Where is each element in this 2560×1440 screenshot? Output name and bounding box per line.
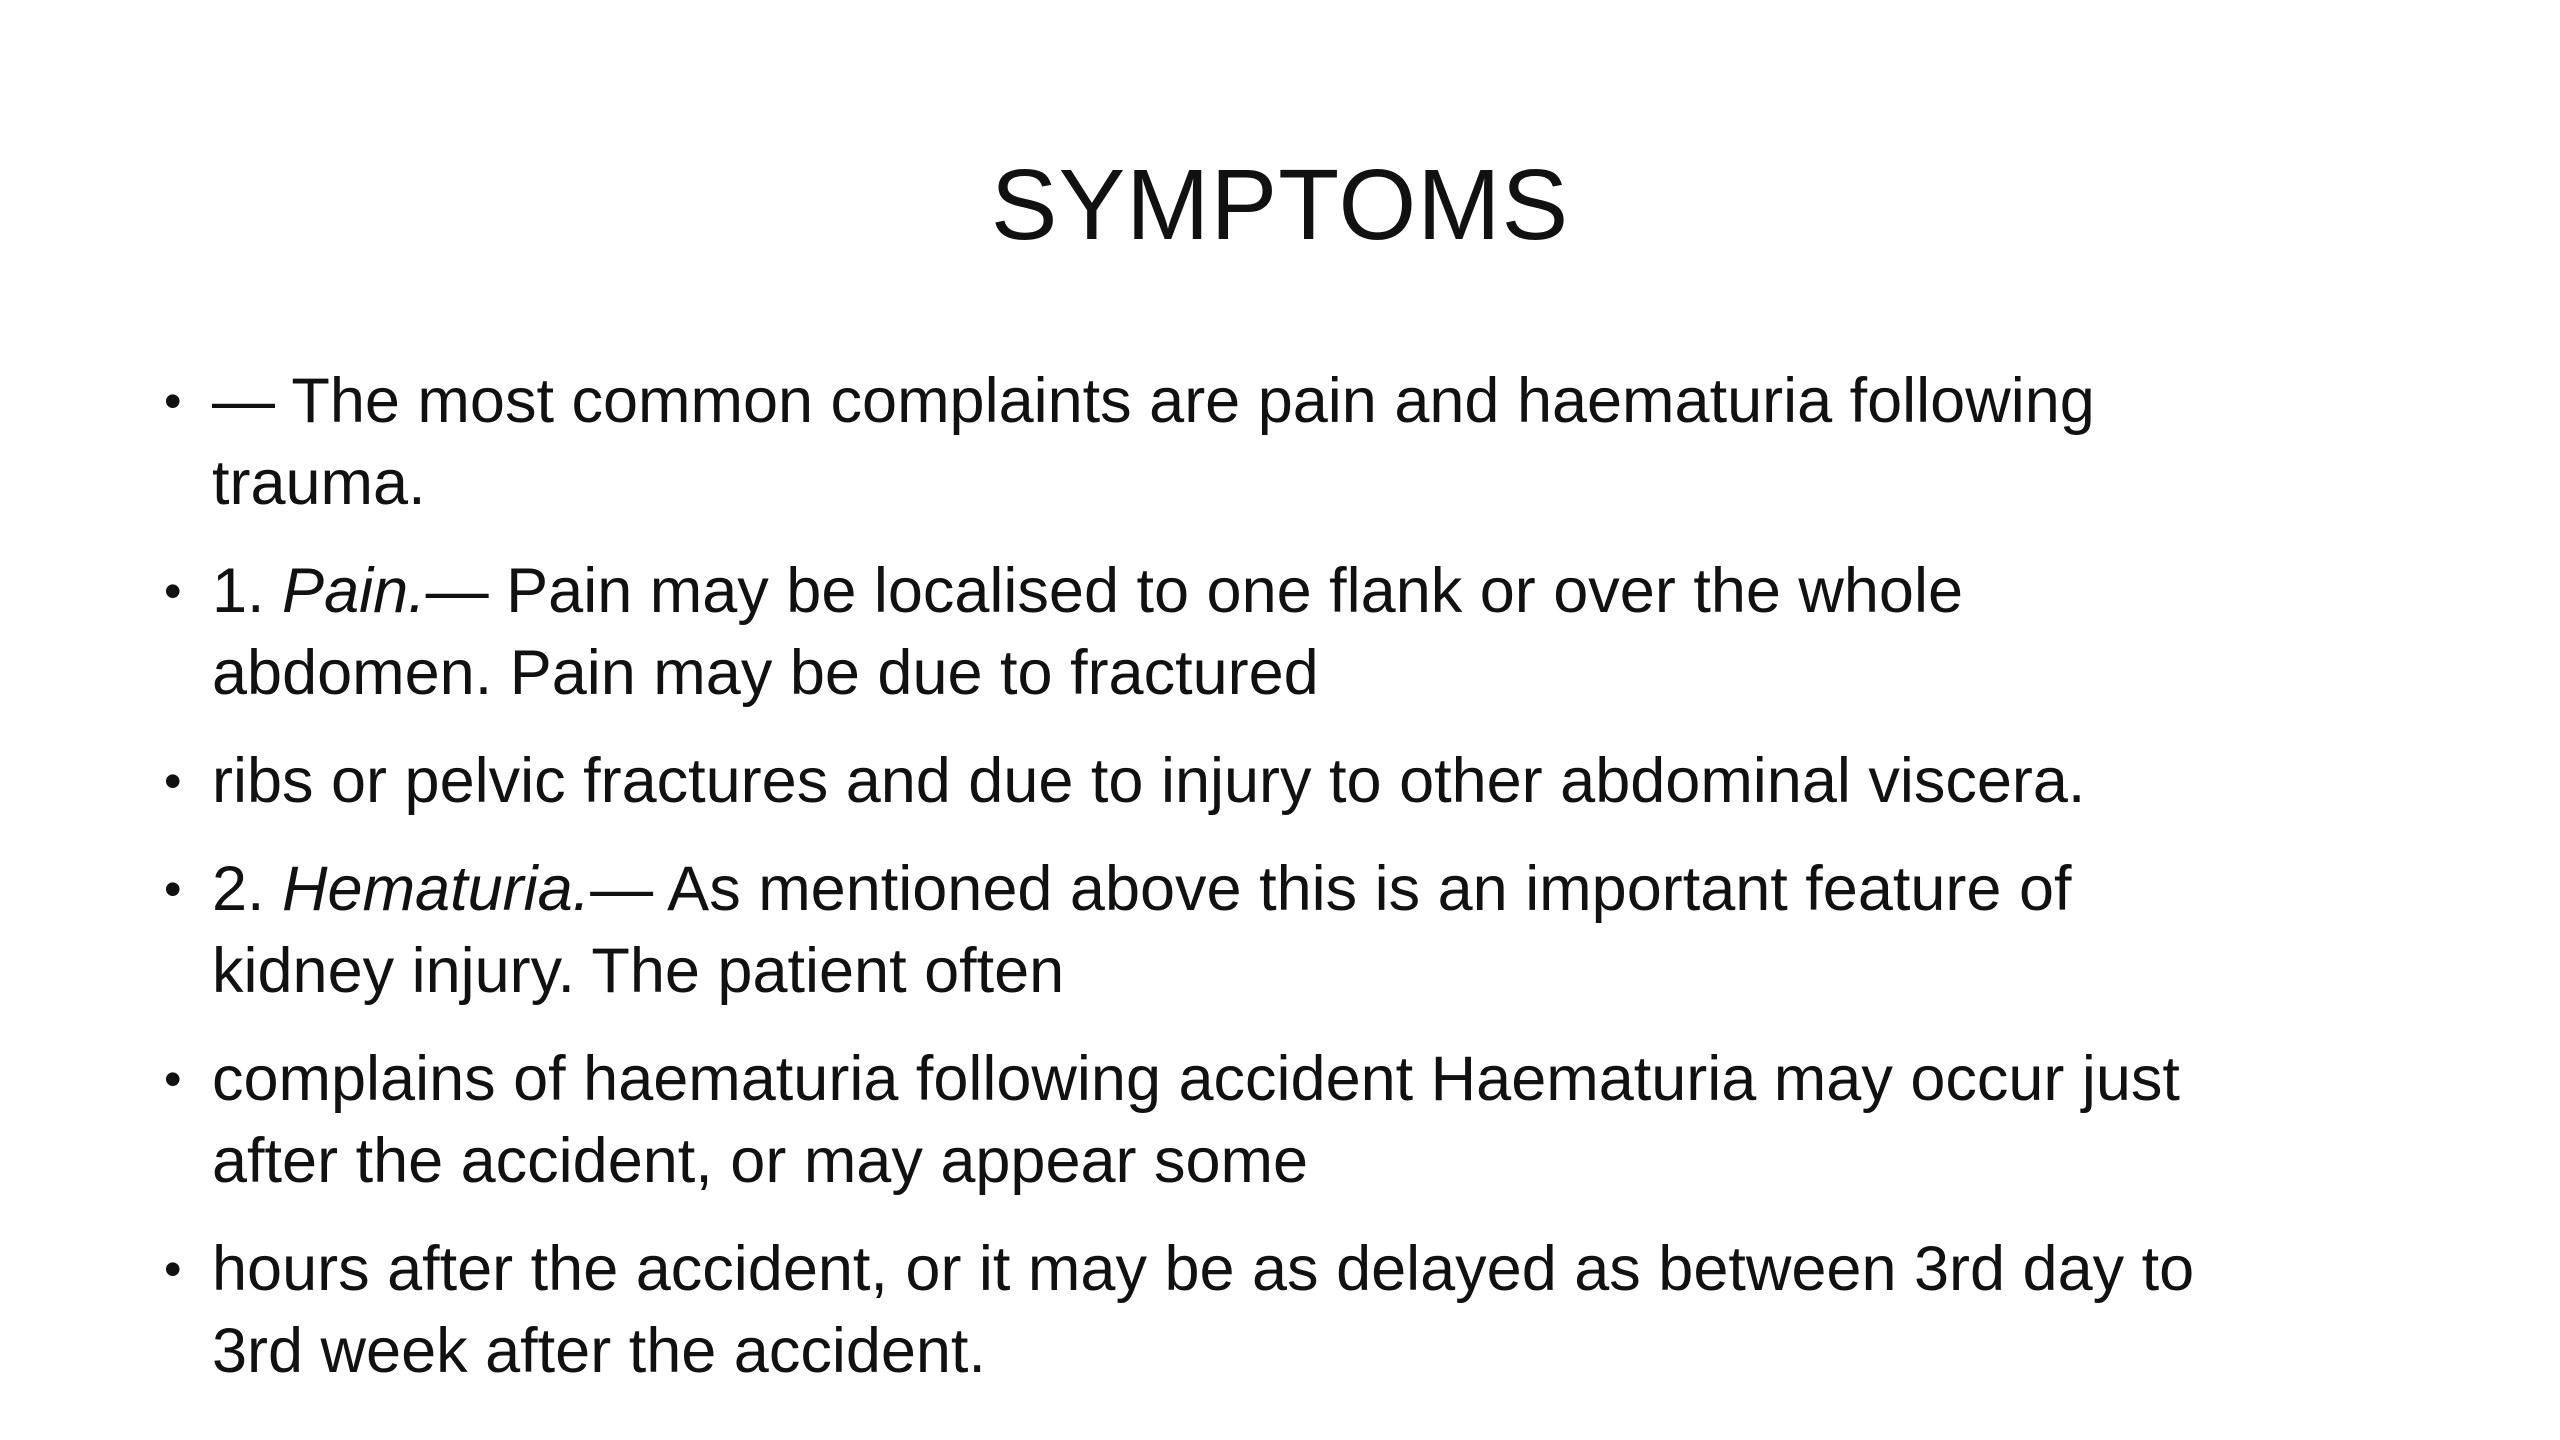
bullet-text: — Pain may be localised to one flank or over the whole abdomen. Pain may be due to fractured (212, 556, 1964, 708)
bullet-text: complains of haematuria following accident Haematuria may occur just after the accident, or may appear some (212, 1044, 2180, 1196)
bullet-item (160, 1228, 2210, 1392)
bullet-text: ribs or pelvic fractures and due to injury to other abdominal viscera. (212, 746, 2086, 816)
slide-title: SYMPTOMS (990, 149, 1570, 261)
bullet-emphasis: Hematuria. (282, 854, 591, 924)
bullet-item (160, 550, 2210, 714)
bullet-prefix: 1. (212, 556, 283, 626)
bullet-text: — The most common complaints are pain and haematuria following trauma. (212, 366, 2095, 518)
bullet-icon: • (164, 861, 182, 917)
bullet-item (160, 1038, 2210, 1202)
bullet-icon: • (164, 563, 182, 619)
bullet-icon: • (164, 1241, 182, 1297)
bullet-list (160, 360, 2210, 1418)
bullet-item (160, 740, 2210, 822)
bullet-item (160, 360, 2210, 524)
bullet-emphasis: Pain. (282, 556, 426, 626)
bullet-text: — As mentioned above this is an important feature of kidney injury. The patient often (212, 854, 2072, 1006)
bullet-icon: • (164, 1051, 182, 1107)
bullet-icon: • (164, 753, 182, 809)
bullet-text: hours after the accident, or it may be as delayed as between 3rd day to 3rd week after the accident. (212, 1234, 2195, 1386)
bullet-prefix: 2. (212, 854, 283, 924)
bullet-item (160, 848, 2210, 1012)
bullet-icon: • (164, 373, 182, 429)
